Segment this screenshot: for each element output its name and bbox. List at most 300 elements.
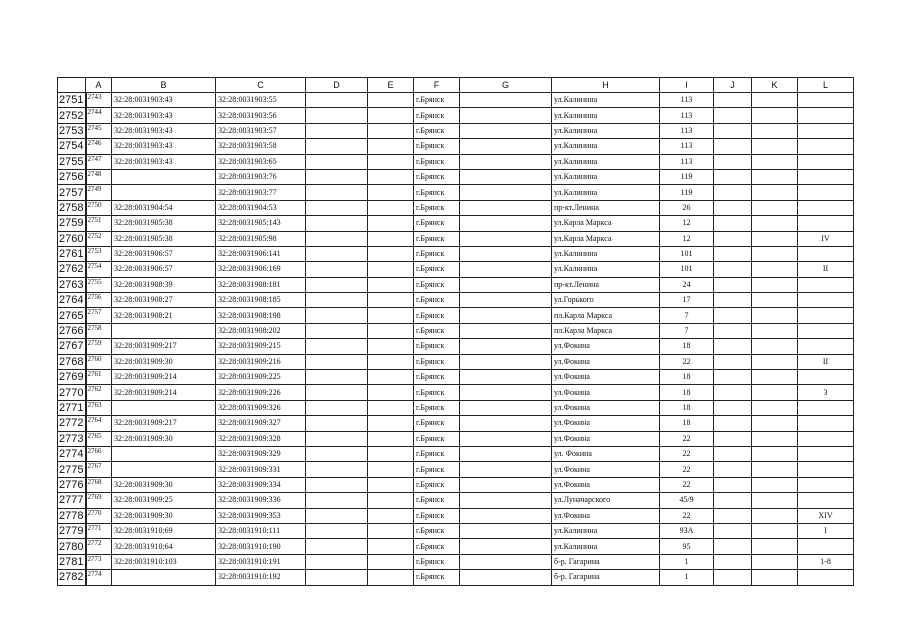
cell-j[interactable] [714,108,752,123]
cell-e[interactable] [368,385,414,400]
column-header-b[interactable]: B [112,78,216,93]
cell-e[interactable] [368,508,414,523]
cell-d[interactable] [306,446,368,461]
cell-g[interactable] [460,200,552,215]
cell-d[interactable] [306,508,368,523]
cell-a[interactable]: 2756 [86,293,112,308]
cell-a[interactable]: 2766 [86,446,112,461]
cell-a[interactable]: 2755 [86,277,112,292]
cell-g[interactable] [460,523,552,538]
cell-e[interactable] [368,570,414,585]
cell-g[interactable] [460,385,552,400]
cell-l[interactable] [798,246,854,261]
cell-c[interactable]: 32:28:0031909:215 [216,339,306,354]
cell-c[interactable]: 32:28:0031910:111 [216,523,306,538]
row-number[interactable]: 2759 [59,217,84,230]
cell-b[interactable]: 32:28:0031910:64 [112,539,216,554]
cell-e[interactable] [368,323,414,338]
cell-d[interactable] [306,154,368,169]
cell-j[interactable] [714,570,752,585]
cell-d[interactable] [306,370,368,385]
cell-i[interactable]: 101 [660,246,714,261]
cell-g[interactable] [460,123,552,138]
cell-l[interactable] [798,216,854,231]
cell-l[interactable] [798,539,854,554]
cell-i[interactable]: 113 [660,93,714,108]
cell-c[interactable]: 32:28:0031908:198 [216,308,306,323]
cell-e[interactable] [368,554,414,569]
cell-j[interactable] [714,462,752,477]
cell-f[interactable]: г.Брянск [414,539,460,554]
cell-f[interactable]: г.Брянск [414,446,460,461]
cell-d[interactable] [306,416,368,431]
cell-e[interactable] [368,108,414,123]
cell-e[interactable] [368,169,414,184]
row-number[interactable]: 2751 [59,94,84,107]
cell-c[interactable]: 32:28:0031909:331 [216,462,306,477]
cell-e[interactable] [368,123,414,138]
column-header-l[interactable]: L [798,78,854,93]
cell-e[interactable] [368,200,414,215]
row-number[interactable]: 2770 [59,386,84,399]
column-header-i[interactable]: I [660,78,714,93]
cell-k[interactable] [752,431,798,446]
cell-c[interactable]: 32:28:0031909:226 [216,385,306,400]
cell-j[interactable] [714,123,752,138]
cell-h[interactable]: ул.Фокина [552,416,660,431]
row-number[interactable]: 2762 [59,263,84,276]
cell-a[interactable]: 2754 [86,262,112,277]
row-number[interactable]: 2778 [59,509,84,522]
cell-l[interactable] [798,185,854,200]
cell-i[interactable]: 101 [660,262,714,277]
cell-h[interactable]: ул.Фокина [552,431,660,446]
cell-f[interactable]: г.Брянск [414,169,460,184]
cell-k[interactable] [752,139,798,154]
cell-l[interactable] [798,416,854,431]
cell-l[interactable] [798,93,854,108]
cell-a[interactable]: 2744 [86,108,112,123]
cell-b[interactable] [112,400,216,415]
row-number[interactable]: 2753 [59,124,84,137]
cell-l[interactable] [798,400,854,415]
cell-k[interactable] [752,154,798,169]
cell-j[interactable] [714,262,752,277]
cell-l[interactable] [798,308,854,323]
cell-j[interactable] [714,370,752,385]
cell-k[interactable] [752,323,798,338]
cell-l[interactable] [798,570,854,585]
cell-i[interactable]: 18 [660,370,714,385]
cell-h[interactable]: ул.Фокина [552,339,660,354]
cell-j[interactable] [714,446,752,461]
cell-h[interactable]: ул.Фокина [552,354,660,369]
cell-g[interactable] [460,370,552,385]
cell-i[interactable]: 18 [660,339,714,354]
row-number[interactable]: 2764 [59,294,84,307]
cell-l[interactable]: 3 [798,385,854,400]
cell-a[interactable]: 2759 [86,339,112,354]
row-number[interactable]: 2777 [59,494,84,507]
cell-i[interactable]: 95 [660,539,714,554]
cell-g[interactable] [460,277,552,292]
cell-e[interactable] [368,293,414,308]
cell-j[interactable] [714,231,752,246]
cell-e[interactable] [368,477,414,492]
cell-d[interactable] [306,293,368,308]
cell-h[interactable]: ул.Фокина [552,370,660,385]
cell-d[interactable] [306,339,368,354]
cell-f[interactable]: г.Брянск [414,139,460,154]
cell-j[interactable] [714,200,752,215]
cell-d[interactable] [306,462,368,477]
cell-j[interactable] [714,416,752,431]
cell-f[interactable]: г.Брянск [414,277,460,292]
cell-b[interactable] [112,185,216,200]
cell-d[interactable] [306,354,368,369]
cell-f[interactable]: г.Брянск [414,200,460,215]
cell-d[interactable] [306,477,368,492]
cell-k[interactable] [752,185,798,200]
cell-j[interactable] [714,185,752,200]
cell-k[interactable] [752,231,798,246]
cell-k[interactable] [752,308,798,323]
cell-b[interactable]: 32:28:0031905:38 [112,216,216,231]
cell-e[interactable] [368,462,414,477]
cell-h[interactable]: ул.Фокина [552,400,660,415]
cell-l[interactable] [798,370,854,385]
cell-k[interactable] [752,123,798,138]
cell-c[interactable]: 32:28:0031909:329 [216,446,306,461]
cell-k[interactable] [752,400,798,415]
cell-a[interactable]: 2772 [86,539,112,554]
cell-g[interactable] [460,539,552,554]
cell-e[interactable] [368,246,414,261]
cell-h[interactable]: ул.Калинина [552,154,660,169]
cell-f[interactable]: г.Брянск [414,185,460,200]
row-number[interactable]: 2779 [59,525,84,538]
cell-h[interactable]: ул.Калинина [552,108,660,123]
cell-g[interactable] [460,570,552,585]
cell-i[interactable]: 22 [660,431,714,446]
cell-c[interactable]: 32:28:0031903:58 [216,139,306,154]
cell-e[interactable] [368,139,414,154]
row-number[interactable]: 2763 [59,278,84,291]
cell-d[interactable] [306,323,368,338]
cell-b[interactable]: 32:28:0031910:103 [112,554,216,569]
cell-c[interactable]: 32:28:0031910:190 [216,539,306,554]
cell-l[interactable]: IV [798,231,854,246]
cell-g[interactable] [460,339,552,354]
cell-f[interactable]: г.Брянск [414,416,460,431]
cell-h[interactable]: ул.Калинина [552,139,660,154]
cell-a[interactable]: 2757 [86,308,112,323]
cell-h[interactable]: пр-кт.Ленина [552,277,660,292]
cell-k[interactable] [752,246,798,261]
cell-a[interactable]: 2763 [86,400,112,415]
row-number[interactable]: 2772 [59,417,84,430]
cell-i[interactable]: 113 [660,154,714,169]
row-number[interactable]: 2760 [59,232,84,245]
cell-b[interactable]: 32:28:0031903:43 [112,108,216,123]
cell-c[interactable]: 32:28:0031909:326 [216,400,306,415]
cell-h[interactable]: ул.Калинина [552,93,660,108]
cell-b[interactable]: 32:28:0031909:214 [112,385,216,400]
cell-f[interactable]: г.Брянск [414,462,460,477]
cell-b[interactable]: 32:28:0031904:54 [112,200,216,215]
cell-g[interactable] [460,446,552,461]
cell-f[interactable]: г.Брянск [414,154,460,169]
cell-k[interactable] [752,523,798,538]
cell-a[interactable]: 2750 [86,200,112,215]
cell-e[interactable] [368,262,414,277]
cell-a[interactable]: 2743 [86,93,112,108]
cell-f[interactable]: г.Брянск [414,308,460,323]
cell-b[interactable]: 32:28:0031909:30 [112,354,216,369]
cell-h[interactable]: ул.Калинина [552,246,660,261]
cell-j[interactable] [714,508,752,523]
cell-b[interactable]: 32:28:0031905:38 [112,231,216,246]
cell-f[interactable]: г.Брянск [414,293,460,308]
cell-c[interactable]: 32:28:0031910:192 [216,570,306,585]
row-number[interactable]: 2767 [59,340,84,353]
cell-k[interactable] [752,216,798,231]
cell-d[interactable] [306,493,368,508]
cell-a[interactable]: 2746 [86,139,112,154]
cell-l[interactable] [798,339,854,354]
cell-j[interactable] [714,385,752,400]
cell-j[interactable] [714,246,752,261]
cell-i[interactable]: 113 [660,108,714,123]
cell-c[interactable]: 32:28:0031908:181 [216,277,306,292]
cell-d[interactable] [306,385,368,400]
cell-h[interactable]: пр-кт.Ленина [552,200,660,215]
cell-f[interactable]: г.Брянск [414,262,460,277]
cell-i[interactable]: 7 [660,323,714,338]
cell-g[interactable] [460,400,552,415]
cell-k[interactable] [752,493,798,508]
cell-j[interactable] [714,554,752,569]
cell-e[interactable] [368,231,414,246]
cell-l[interactable] [798,323,854,338]
cell-a[interactable]: 2767 [86,462,112,477]
cell-g[interactable] [460,493,552,508]
cell-a[interactable]: 2760 [86,354,112,369]
cell-j[interactable] [714,216,752,231]
cell-l[interactable] [798,108,854,123]
cell-d[interactable] [306,231,368,246]
row-number[interactable]: 2769 [59,371,84,384]
cell-g[interactable] [460,416,552,431]
cell-b[interactable]: 32:28:0031903:43 [112,93,216,108]
cell-i[interactable]: 18 [660,416,714,431]
cell-k[interactable] [752,108,798,123]
cell-b[interactable]: 32:28:0031909:30 [112,477,216,492]
cell-d[interactable] [306,93,368,108]
cell-b[interactable]: 32:28:0031909:25 [112,493,216,508]
cell-b[interactable]: 32:28:0031909:217 [112,416,216,431]
cell-l[interactable]: II [798,262,854,277]
cell-a[interactable]: 2749 [86,185,112,200]
cell-b[interactable]: 32:28:0031909:217 [112,339,216,354]
cell-l[interactable] [798,139,854,154]
cell-j[interactable] [714,308,752,323]
cell-i[interactable]: 1 [660,554,714,569]
row-number[interactable]: 2761 [59,248,84,261]
cell-f[interactable]: г.Брянск [414,508,460,523]
cell-l[interactable] [798,293,854,308]
row-number[interactable]: 2765 [59,309,84,322]
cell-k[interactable] [752,385,798,400]
cell-j[interactable] [714,169,752,184]
cell-j[interactable] [714,431,752,446]
cell-d[interactable] [306,200,368,215]
cell-h[interactable]: ул.Карла Маркса [552,231,660,246]
cell-c[interactable]: 32:28:0031903:56 [216,108,306,123]
cell-h[interactable]: ул.Калинина [552,169,660,184]
cell-g[interactable] [460,554,552,569]
cell-k[interactable] [752,339,798,354]
row-number[interactable]: 2756 [59,171,84,184]
cell-d[interactable] [306,108,368,123]
cell-e[interactable] [368,493,414,508]
cell-c[interactable]: 32:28:0031906:169 [216,262,306,277]
cell-d[interactable] [306,400,368,415]
cell-c[interactable]: 32:28:0031903:57 [216,123,306,138]
cell-h[interactable]: ул.Фокина [552,462,660,477]
column-header-h[interactable]: H [552,78,660,93]
cell-c[interactable]: 32:28:0031906:141 [216,246,306,261]
cell-a[interactable]: 2748 [86,169,112,184]
column-header-g[interactable]: G [460,78,552,93]
cell-g[interactable] [460,477,552,492]
cell-j[interactable] [714,277,752,292]
cell-i[interactable]: 17 [660,293,714,308]
cell-b[interactable] [112,169,216,184]
cell-h[interactable]: ул.Карла Маркса [552,216,660,231]
cell-k[interactable] [752,570,798,585]
cell-c[interactable]: 32:28:0031909:353 [216,508,306,523]
cell-a[interactable]: 2774 [86,570,112,585]
row-number[interactable]: 2780 [59,540,84,553]
cell-g[interactable] [460,185,552,200]
cell-i[interactable]: 12 [660,216,714,231]
cell-i[interactable]: 113 [660,139,714,154]
cell-h[interactable]: пл.Карла Маркса [552,323,660,338]
cell-a[interactable]: 2747 [86,154,112,169]
cell-b[interactable]: 32:28:0031903:43 [112,123,216,138]
cell-f[interactable]: г.Брянск [414,493,460,508]
cell-j[interactable] [714,354,752,369]
cell-i[interactable]: 22 [660,354,714,369]
cell-b[interactable] [112,570,216,585]
cell-c[interactable]: 32:28:0031909:216 [216,354,306,369]
cell-j[interactable] [714,293,752,308]
cell-h[interactable]: ул.Калинина [552,539,660,554]
cell-f[interactable]: г.Брянск [414,123,460,138]
cell-c[interactable]: 32:28:0031910:191 [216,554,306,569]
cell-e[interactable] [368,431,414,446]
cell-f[interactable]: г.Брянск [414,570,460,585]
row-number[interactable]: 2754 [59,140,84,153]
cell-g[interactable] [460,308,552,323]
cell-c[interactable]: 32:28:0031909:327 [216,416,306,431]
cell-b[interactable]: 32:28:0031909:214 [112,370,216,385]
cell-l[interactable] [798,446,854,461]
row-number[interactable]: 2755 [59,155,84,168]
cell-l[interactable] [798,154,854,169]
cell-k[interactable] [752,446,798,461]
cell-a[interactable]: 2758 [86,323,112,338]
cell-h[interactable]: ул.Фокина [552,508,660,523]
cell-b[interactable]: 32:28:0031908:21 [112,308,216,323]
cell-h[interactable]: ул.Калинина [552,523,660,538]
cell-g[interactable] [460,262,552,277]
cell-h[interactable]: ул. Фокина [552,446,660,461]
cell-l[interactable] [798,462,854,477]
cell-g[interactable] [460,293,552,308]
cell-i[interactable]: 12 [660,231,714,246]
cell-f[interactable]: г.Брянск [414,477,460,492]
cell-d[interactable] [306,262,368,277]
cell-e[interactable] [368,370,414,385]
cell-k[interactable] [752,554,798,569]
cell-f[interactable]: г.Брянск [414,354,460,369]
cell-c[interactable]: 32:28:0031908:202 [216,323,306,338]
cell-k[interactable] [752,477,798,492]
cell-b[interactable]: 32:28:0031906:57 [112,262,216,277]
cell-i[interactable]: 22 [660,508,714,523]
cell-f[interactable]: г.Брянск [414,431,460,446]
cell-c[interactable]: 32:28:0031903:77 [216,185,306,200]
cell-c[interactable]: 32:28:0031909:225 [216,370,306,385]
cell-i[interactable]: 24 [660,277,714,292]
cell-j[interactable] [714,523,752,538]
cell-d[interactable] [306,554,368,569]
cell-k[interactable] [752,539,798,554]
cell-i[interactable]: 26 [660,200,714,215]
cell-c[interactable]: 32:28:0031909:334 [216,477,306,492]
cell-h[interactable]: ул.Калинина [552,262,660,277]
cell-h[interactable]: ул.Фокина [552,385,660,400]
cell-c[interactable]: 32:28:0031904:53 [216,200,306,215]
cell-l[interactable] [798,477,854,492]
cell-i[interactable]: 1 [660,570,714,585]
cell-b[interactable] [112,323,216,338]
cell-f[interactable]: г.Брянск [414,246,460,261]
cell-l[interactable] [798,431,854,446]
cell-f[interactable]: г.Брянск [414,231,460,246]
cell-a[interactable]: 2765 [86,431,112,446]
column-header-d[interactable]: D [306,78,368,93]
cell-a[interactable]: 2762 [86,385,112,400]
cell-g[interactable] [460,323,552,338]
cell-j[interactable] [714,477,752,492]
row-number[interactable]: 2781 [59,555,84,568]
cell-k[interactable] [752,277,798,292]
cell-g[interactable] [460,354,552,369]
row-number[interactable]: 2775 [59,463,84,476]
cell-b[interactable] [112,462,216,477]
column-header-corner[interactable] [58,78,86,93]
cell-k[interactable] [752,169,798,184]
cell-l[interactable]: I [798,523,854,538]
cell-b[interactable]: 32:28:0031909:30 [112,508,216,523]
cell-k[interactable] [752,293,798,308]
cell-g[interactable] [460,508,552,523]
cell-e[interactable] [368,154,414,169]
column-header-c[interactable]: C [216,78,306,93]
